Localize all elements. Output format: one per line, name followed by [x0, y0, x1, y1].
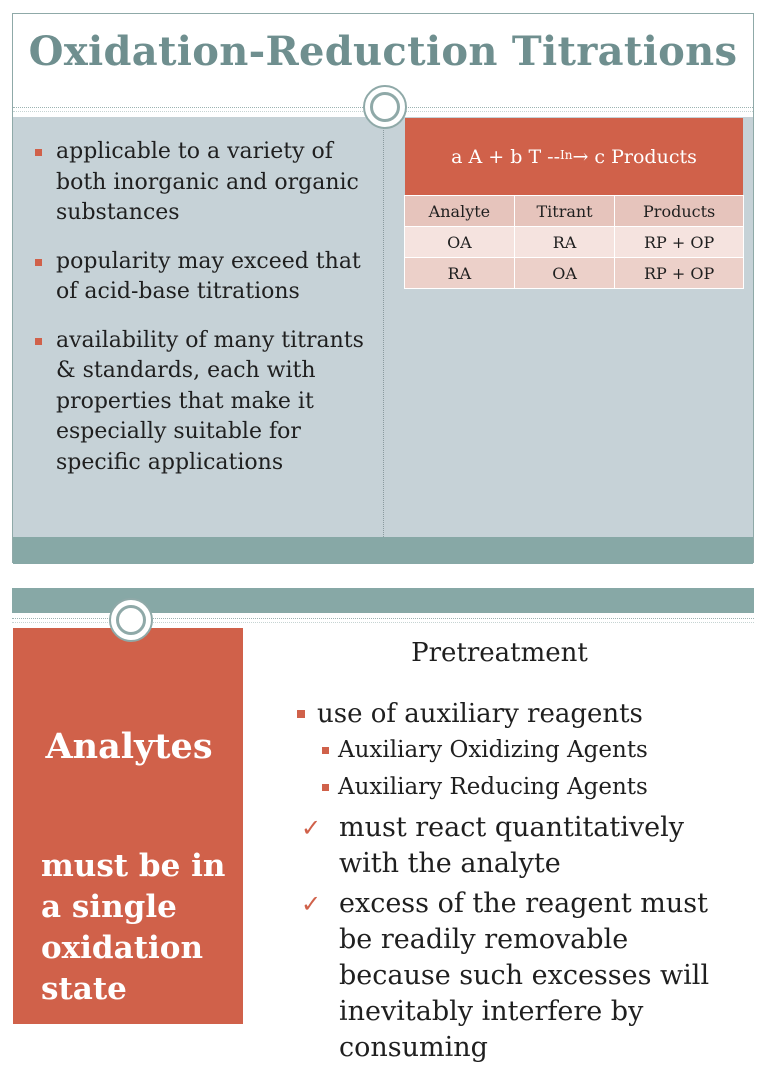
square-bullet-icon [322, 747, 329, 754]
square-bullet-icon [322, 784, 329, 791]
table-cell: OA [514, 258, 614, 289]
sub-bullet-text: Auxiliary Reducing Agents [338, 774, 648, 800]
table-cell: RA [514, 227, 614, 258]
table-cell: OA [405, 227, 515, 258]
footer-band [13, 537, 753, 564]
ring-ornament-icon [109, 598, 153, 642]
table-row [405, 227, 744, 258]
bullet-text: applicable to a variety of both inorganic and organic substances [56, 139, 359, 225]
bullet-text: popularity may exceed that of acid-base titrations [56, 248, 361, 304]
list-item [33, 326, 368, 479]
sub-list-item [295, 769, 740, 806]
indicator-superscript: In [560, 147, 573, 162]
reaction-table [404, 195, 744, 289]
table-header-row [405, 196, 744, 227]
equation-right: → c Products [572, 145, 697, 168]
side-title: Analytes [45, 726, 213, 767]
pretreatment-list [295, 696, 740, 1066]
bullet-text: use of auxiliary reagents [317, 699, 643, 729]
reaction-equation [405, 118, 743, 195]
equation-left: a A + b T -- [451, 145, 560, 168]
list-item [33, 137, 368, 229]
check-item [295, 810, 740, 882]
check-text: excess of the reagent must be readily removable because such excesses will inevitably interfere by consuming [339, 888, 710, 1063]
check-item [295, 886, 740, 1066]
square-bullet-icon [35, 259, 42, 266]
table-cell: RA [405, 258, 515, 289]
list-item [295, 696, 740, 732]
square-bullet-icon [35, 149, 42, 156]
square-bullet-icon [35, 338, 42, 345]
checkmark-icon: ✓ [301, 890, 322, 918]
square-bullet-icon [297, 710, 305, 718]
header-analyte: Analyte [405, 196, 515, 227]
header-products: Products [615, 196, 744, 227]
side-panel [13, 628, 243, 1024]
table-row [405, 258, 744, 289]
check-text: must react quantitatively with the analyte [339, 812, 685, 879]
ring-ornament-icon [363, 85, 407, 129]
slide-oxidation-reduction-titrations [12, 13, 754, 563]
side-text: must be in a single oxidation state [41, 848, 226, 1007]
column-divider [383, 124, 384, 537]
header-titrant: Titrant [514, 196, 614, 227]
checkmark-icon: ✓ [301, 814, 322, 842]
bullet-list [33, 137, 368, 496]
sub-bullet-text: Auxiliary Oxidizing Agents [338, 737, 648, 763]
list-item [33, 247, 368, 308]
bullet-text: availability of many titrants & standards, each with properties that make it especially suitable for specific applications [56, 327, 364, 475]
section-heading: Pretreatment [411, 638, 588, 668]
slide-pretreatment [12, 588, 754, 1063]
sub-list-item [295, 732, 740, 769]
slide-title: Oxidation-Reduction Titrations [28, 28, 738, 75]
table-cell: RP + OP [615, 227, 744, 258]
table-cell: RP + OP [615, 258, 744, 289]
